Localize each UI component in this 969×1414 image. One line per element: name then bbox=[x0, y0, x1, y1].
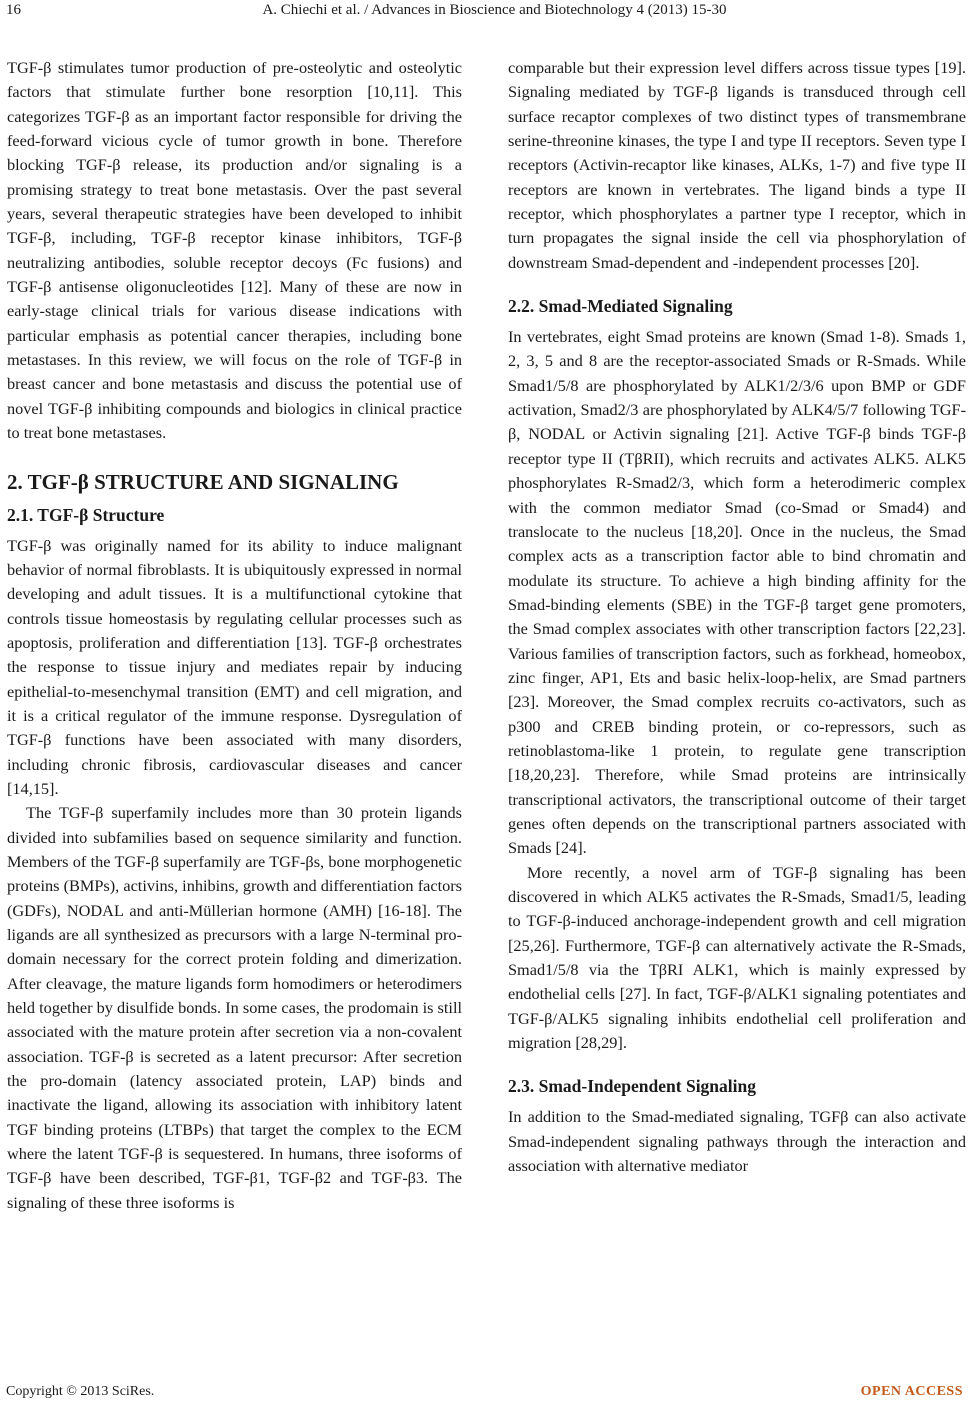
page-number: 16 bbox=[6, 2, 21, 18]
right-column bbox=[508, 56, 966, 1178]
subsection-title-structure: 2.1. TGF-β Structure bbox=[7, 504, 165, 525]
continuation-paragraph: comparable but their expression level differs across tissue types [19]. Signaling mediated by TGF-β ligands is transduced through cell surface recaptor complexes of two distinct types of transmembrane serine-threonine kinases, the type I and type II receptors. Seven type I receptors (Activin-recaptor like kinases, ALKs, 1-7) and five type II receptors are known in vertebrates. The ligand binds a type II receptor, which phosphorylates a partner type I receptor, which in turn propagates the signal inside the cell via phosphorylation of downstream Smad-dependent and -independent processes [20]. bbox=[508, 58, 966, 272]
structure-paragraph: TGF-β was originally named for its ability to induce malignant behavior of normal fibroblasts. It is ubiquitously expressed in normal developing and adult tissues. It is a multifunctional cytokine that controls tissue homeostasis by regulating cellular processes such as apoptosis, proliferation and differentiation [13]. TGF-β orchestrates the response to tissue injury and mediates repair by inducing epithelial-to-mesenchymal transition (EMT) and cell migration, and it is a critical regulator of the immune response. Dysregulation of TGF-β functions have been associated with many disorders, including chronic fibrosis, cardiovascular diseases and cancer [14,15]. bbox=[7, 535, 462, 798]
open-access-badge: OPEN ACCESS bbox=[860, 1384, 963, 1399]
intro-paragraph: TGF-β stimulates tumor production of pre-osteolytic and osteolytic factors that stimulate further bone resorption [10,11]. This categorizes TGF-β as an important factor responsible for driving the feed-forward vicious cycle of tumor growth in bone. Therefore blocking TGF-β release, its production and/or signaling is a promising strategy to treat bone metastasis. Over the past several years, several therapeutic strategies have been developed to inhibit TGF-β, including, TGF-β receptor kinase inhibitors, TGF-β neutralizing antibodies, soluble receptor decoys (Fc fusions) and TGF-β antisense oligonucleotides [12]. Many of these are now in early-stage clinical trials for various disease indications with particular emphasis as potential cancer therapies, including bone metastases. In this review, we will focus on the role of TGF-β in breast cancer and bone metastasis and discuss the potential use of novel TGF-β inhibiting compounds and biologics in clinical practice to treat bone metastases. bbox=[7, 58, 462, 443]
running-head: A. Chiechi et al. / Advances in Bioscience and Biotechnology 4 (2013) 15-30 bbox=[262, 2, 727, 18]
section-title: 2. TGF-β STRUCTURE AND SIGNALING bbox=[7, 469, 399, 494]
smad-paragraph-2: More recently, a novel arm of TGF-β signaling has been discovered in which ALK5 activates the R-Smads, Smad1/5, leading to TGF-β-induced anchorage-independent growth and cell migration [25,26]. Furthermore, TGF-β can alternatively activate the R-Smads, Smad1/5/8 via the TβRI ALK1, which is mainly expressed by endothelial cells [27]. In fact, TGF-β/ALK1 signaling potentiates and TGF-β/ALK5 signaling inhibits endothelial cell proliferation and migration [28,29]. bbox=[508, 862, 966, 1053]
superfamily-paragraph: The TGF-β superfamily includes more than 30 protein ligands divided into subfamilies based on sequence similarity and function. Members of the TGF-β superfamily are TGF-βs, bone morphogenetic proteins (BMPs), activins, inhibins, growth and differentiation factors (GDFs), NODAL and anti-Müllerian hormone (AMH) [16-18]. The ligands are all synthesized as precursors with a large N-terminal pro-domain necessary for the correct protein folding and dimerization. After cleavage, the mature ligands form homodimers or heterodimers held together by disulfide bonds. In some cases, the prodomain is still associated with the mature protein after secretion via a non-covalent association. TGF-β is secreted as a latent precursor: After secretion the pro-domain (latency associated protein, LAP) binds and inactivate the ligand, allowing its association with inhibitory latent TGF binding proteins (LTBPs) that target the complex to the ECM where the latent TGF-β is sequestered. In humans, three isoforms of TGF-β have been described, TGF-β1, TGF-β2 and TGF-β3. The signaling of these three isoforms is bbox=[7, 803, 462, 1212]
left-column bbox=[7, 56, 462, 1215]
copyright-notice: Copyright © 2013 SciRes. bbox=[6, 1384, 155, 1399]
smad-paragraph: In vertebrates, eight Smad proteins are known (Smad 1-8). Smads 1, 2, 3, 5 and 8 are the receptor-associated Smads or R-Smads. While Smad1/5/8 are phosphorylated by ALK1/2/3/6 upon BMP or GDF activation, Smad2/3 are phosphorylated by ALK4/5/7 following TGF-β, NODAL or Activin signaling [21]. Active TGF-β binds TGF-β receptor type II (TβRII), which recruits and activates ALK5. ALK5 phosphorylates R-Smad2/3, which form a heterodimeric complex with the common mediator Smad (co-Smad or Smad4) and translocate to the nucleus [18,20]. Once in the nucleus, the Smad complex acts as a transcription factor able to bind chromatin and modulate its structure. To achieve a high binding affinity for the Smad-binding elements (SBE) in the TGF-β target gene promoters, the Smad complex associates with other transcription factors [22,23]. Various families of transcription factors, such as forkhead, homeobox, zinc finger, AP1, Ets and basic helix-loop-helix, are Smad partners [23]. Moreover, the Smad complex recruits co-activators, such as p300 and CREB binding protein, or co-repressors, such as retinoblastoma-like 1 protein, to regulate gene transcription [18,20,23]. Therefore, while Smad proteins are intrinsically transcriptional activators, the transcriptional outcome of their target genes often depends on the transcriptional partners associated with Smads [24]. bbox=[508, 327, 966, 858]
independent-paragraph: In addition to the Smad-mediated signaling, TGFβ can also activate Smad-independent signaling pathways through the interaction and association with alternative mediator bbox=[508, 1107, 966, 1176]
subsection-title-smad-independent: 2.3. Smad-Independent Signaling bbox=[508, 1076, 756, 1097]
subsection-title-smad-mediated: 2.2. Smad-Mediated Signaling bbox=[508, 296, 733, 317]
